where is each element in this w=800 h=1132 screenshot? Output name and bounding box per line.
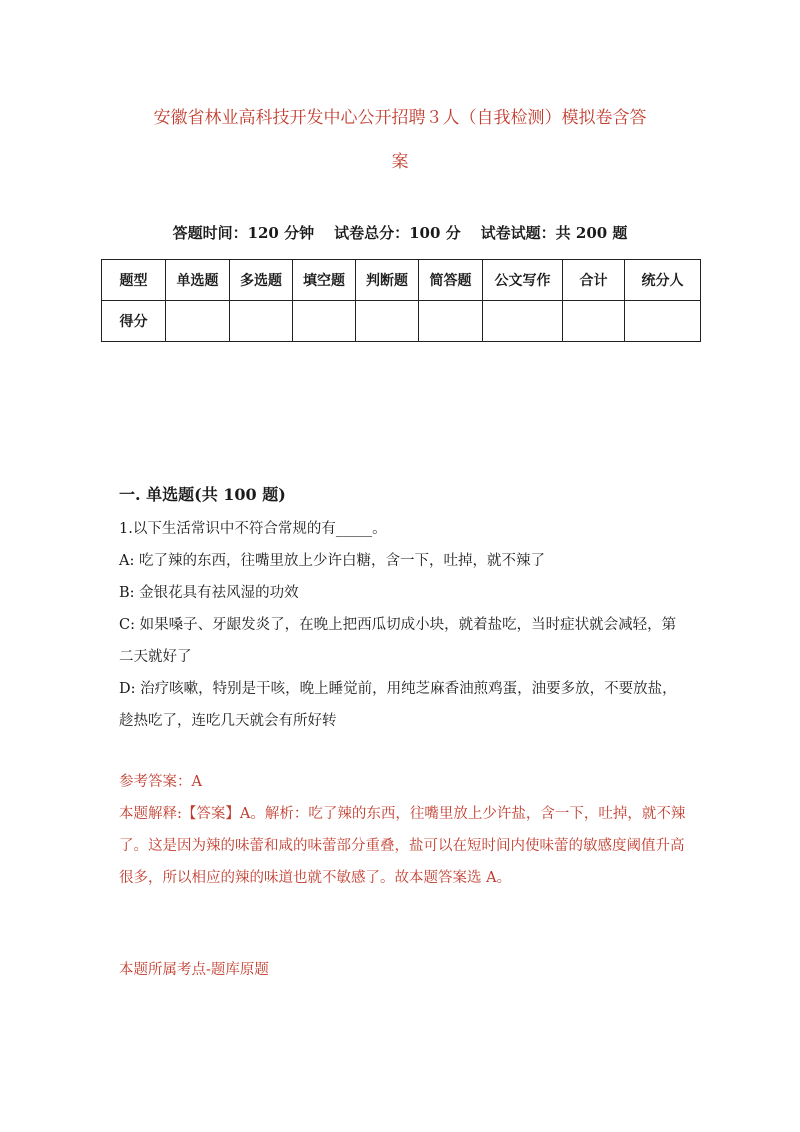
score-cell — [419, 301, 483, 342]
exam-meta — [0, 222, 800, 243]
score-table-header-row — [102, 260, 701, 301]
score-cell — [563, 301, 625, 342]
score-cell — [293, 301, 356, 342]
question-block — [119, 513, 689, 737]
score-table — [101, 259, 701, 342]
header-cell: 简答题 — [419, 260, 483, 301]
answer-explanation: 本题解释:【答案】A。解析：吃了辣的东西，往嘴里放上少许盐，含一下，吐掉，就不辣了。这是因为辣的味蕾和咸的味蕾部分重叠，盐可以在短时间内使味蕾的敏感度阈值升高很多，所以相应的辣的味道也就不敏感了。故本题答案选 A。 — [119, 806, 686, 886]
answer-block — [119, 766, 689, 894]
header-cell: 统分人 — [625, 260, 701, 301]
header-cell: 多选题 — [230, 260, 293, 301]
header-cell: 单选题 — [166, 260, 230, 301]
doc-title-line1: 安徽省林业高科技开发中心公开招聘３人（自我检测）模拟卷含答 — [153, 108, 647, 128]
doc-title-line2: 案 — [391, 152, 409, 172]
header-cell: 题型 — [102, 260, 166, 301]
option-c: C: 如果嗓子、牙龈发炎了，在晚上把西瓜切成小块，就着盐吃，当时症状就会减轻，第二天就好了 — [119, 617, 677, 665]
score-table-score-row — [102, 301, 701, 342]
question-topic: 本题所属考点-题库原题 — [119, 962, 269, 978]
header-cell: 填空题 — [293, 260, 356, 301]
option-d: D: 治疗咳嗽，特别是干咳，晚上睡觉前，用纯芝麻香油煎鸡蛋，油要多放，不要放盐，趁热吃了，连吃几天就会有所好转 — [119, 681, 677, 729]
option-a: A: 吃了辣的东西，往嘴里放上少许白糖，含一下，吐掉，就不辣了 — [119, 553, 545, 569]
score-cell — [166, 301, 230, 342]
header-cell: 判断题 — [356, 260, 419, 301]
meta-time: 答题时间：120 分钟 — [172, 224, 315, 242]
meta-count: 试卷试题：共 200 题 — [480, 224, 628, 242]
option-b: B: 金银花具有祛风湿的功效 — [119, 585, 299, 601]
score-cell — [230, 301, 293, 342]
reference-answer: 参考答案：A — [119, 774, 202, 790]
section-heading: 一. 单选题(共 100 题) — [119, 485, 286, 504]
question-stem: 1.以下生活常识中不符合常规的有_____。 — [119, 521, 387, 537]
header-cell: 公文写作 — [483, 260, 563, 301]
header-cell: 合计 — [563, 260, 625, 301]
meta-total: 试卷总分：100 分 — [334, 224, 461, 242]
topic-block — [119, 954, 689, 986]
score-cell — [356, 301, 419, 342]
row-label-cell: 得分 — [102, 301, 166, 342]
score-cell — [483, 301, 563, 342]
score-cell — [625, 301, 701, 342]
